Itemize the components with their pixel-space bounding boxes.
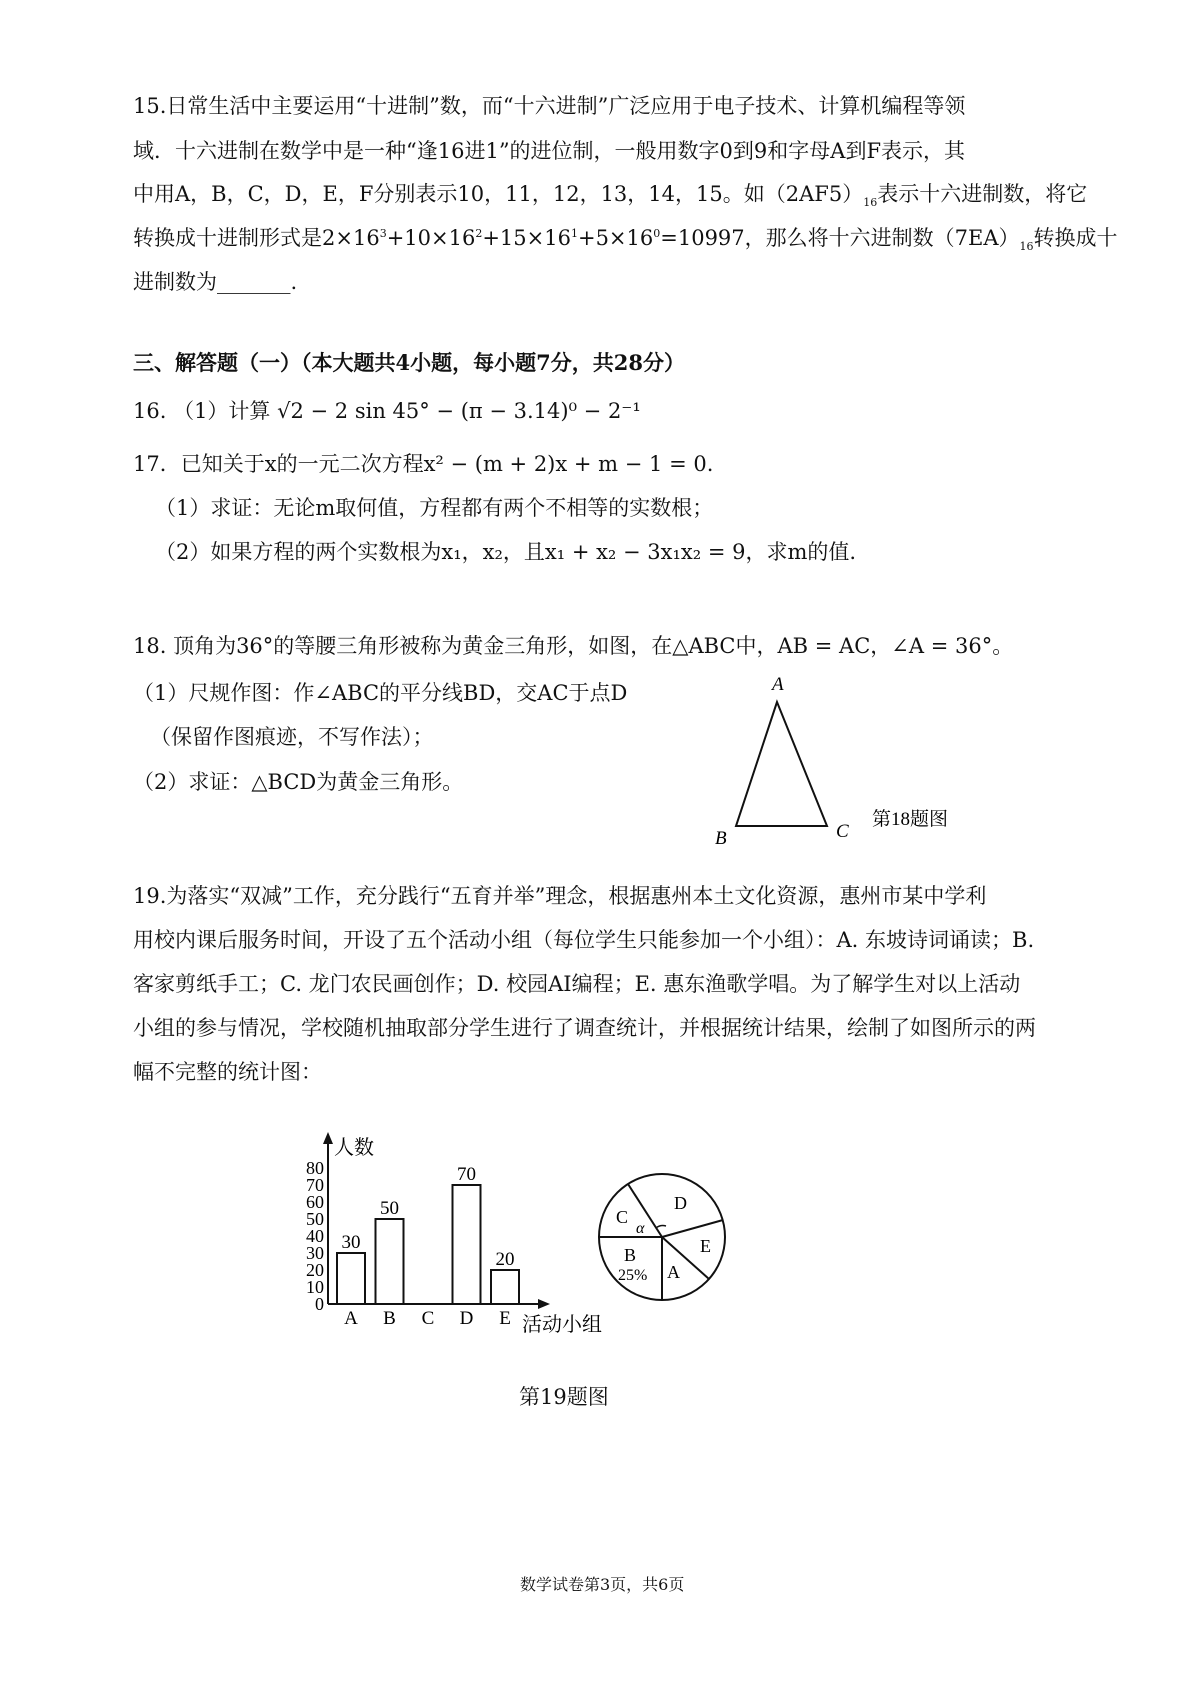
q18-stem: 18. 顶角为36°的等腰三角形被称为黄金三角形，如图，在△ABC中，AB = AC，∠A = 36°。	[133, 634, 1014, 658]
bar-data-label: 20	[495, 1249, 515, 1270]
q17-part2: （2）如果方程的两个实数根为x₁，x₂，且x₁ + x₂ − 3x₁x₂ = 9，求m的值.	[155, 540, 857, 564]
y-tick-label: 50	[306, 1209, 324, 1229]
y-tick-label: 80	[306, 1158, 324, 1178]
alpha-angle-arc	[656, 1226, 666, 1228]
x-axis-arrow	[538, 1299, 550, 1309]
y-tick-label: 0	[315, 1294, 324, 1314]
q15-line1: 15.日常生活中主要运用“十进制”数，而“十六进制”广泛应用于电子技术、计算机编程等领	[133, 94, 966, 118]
q15-line2: 域．十六进制在数学中是一种“逢16进1”的进位制，一般用数字0到9和字母A到F表示，其	[133, 139, 966, 163]
q15-line4: 转换成十进制形式是$2\times 16^3+10\times 16^2+15\times 16^1+5\times 16^0=10997$，那么将十六进制数$(7EA)_{16}$转换成十	[133, 226, 1118, 254]
pie-label-alpha: α	[636, 1220, 645, 1237]
pie-divider-c-d	[628, 1184, 662, 1237]
pie-label-b-percent: 25%	[618, 1267, 648, 1284]
bar	[491, 1270, 519, 1304]
bar-data-label: 30	[341, 1232, 361, 1253]
y-tick-label: 30	[306, 1243, 324, 1263]
pie-chart	[592, 1167, 732, 1307]
q18-part1: （1）尺规作图：作∠ABC的平分线BD，交AC于点D	[133, 681, 628, 705]
q19-line4: 小组的参与情况，学校随机抽取部分学生进行了调查统计，并根据统计结果，绘制了如图所示的两	[133, 1016, 1036, 1040]
q16-text: 16. （1）计算 √2 − 2 sin 45° − (π − 3.14)⁰ − 2⁻¹	[133, 399, 641, 423]
bar	[337, 1253, 365, 1304]
y-tick-label: 60	[306, 1192, 324, 1212]
vertex-c-label: C	[836, 821, 849, 842]
page-footer: 数学试卷第3页，共6页	[520, 1575, 685, 1594]
bar-data-label: 50	[380, 1198, 399, 1219]
bar	[453, 1185, 481, 1304]
q18-part1-note: （保留作图痕迹，不写作法）；	[150, 725, 434, 749]
q19-line3: 客家剪纸手工；C. 龙门农民画创作；D. 校园AI编程；E. 惠东渔歌学唱。为了解学生对以上活动	[133, 972, 1021, 996]
pie-label-c: C	[616, 1207, 629, 1227]
pie-divider-d-e	[662, 1220, 723, 1237]
q18-triangle-figure	[700, 668, 980, 853]
triangle-abc	[736, 702, 827, 826]
x-tick-label: C	[421, 1308, 435, 1329]
x-tick-label: D	[459, 1308, 474, 1329]
y-tick-label: 20	[306, 1260, 324, 1280]
q19-line1: 19.为落实“双减”工作，充分践行“五育并举”理念，根据惠州本土文化资源，惠州市某中学利	[133, 884, 987, 908]
q15-line3: 中用A，B，C，D，E，F分别表示10，11，12，13，14，15。如$(2AF5)_{16}$表示十六进制数，将它	[133, 182, 1088, 210]
pie-label-a: A	[667, 1262, 680, 1282]
q18-caption: 第18题图	[872, 809, 949, 830]
q17-part1: （1）求证：无论m取何值，方程都有两个不相等的实数根；	[155, 496, 714, 520]
y-tick-label: 10	[306, 1277, 324, 1297]
q19-line2: 用校内课后服务时间，开设了五个活动小组（每位学生只能参加一个小组）：A. 东坡诗词诵读；B.	[133, 928, 1035, 952]
pie-label-b: B	[624, 1245, 637, 1265]
q17-stem: 17．已知关于x的一元二次方程x² − (m + 2)x + m − 1 = 0.	[133, 452, 714, 476]
x-tick-label: A	[344, 1308, 358, 1329]
q18-part2: （2）求证：△BCD为黄金三角形。	[133, 770, 464, 794]
vertex-a-label: A	[772, 674, 784, 695]
q19-line5: 幅不完整的统计图：	[133, 1060, 322, 1084]
x-axis-label: 活动小组	[522, 1314, 602, 1336]
pie-label-d: D	[674, 1193, 687, 1213]
bar-chart	[290, 1128, 620, 1348]
y-tick-label: 40	[306, 1226, 324, 1246]
q15-line5: 进制数为_______.	[133, 270, 298, 294]
x-tick-label: B	[383, 1308, 396, 1329]
y-tick-label: 70	[306, 1175, 324, 1195]
y-axis-label: 人数	[334, 1137, 374, 1159]
section-heading: 三、解答题（一）（本大题共4小题，每小题7分，共28分）	[133, 350, 685, 375]
x-tick-label: E	[499, 1308, 511, 1329]
pie-label-e: E	[700, 1236, 711, 1256]
bar	[376, 1219, 404, 1304]
q19-caption: 第19题图	[519, 1385, 609, 1409]
vertex-b-label: B	[715, 828, 727, 849]
bar-data-label: 70	[457, 1164, 476, 1185]
y-axis-arrow	[323, 1132, 333, 1144]
